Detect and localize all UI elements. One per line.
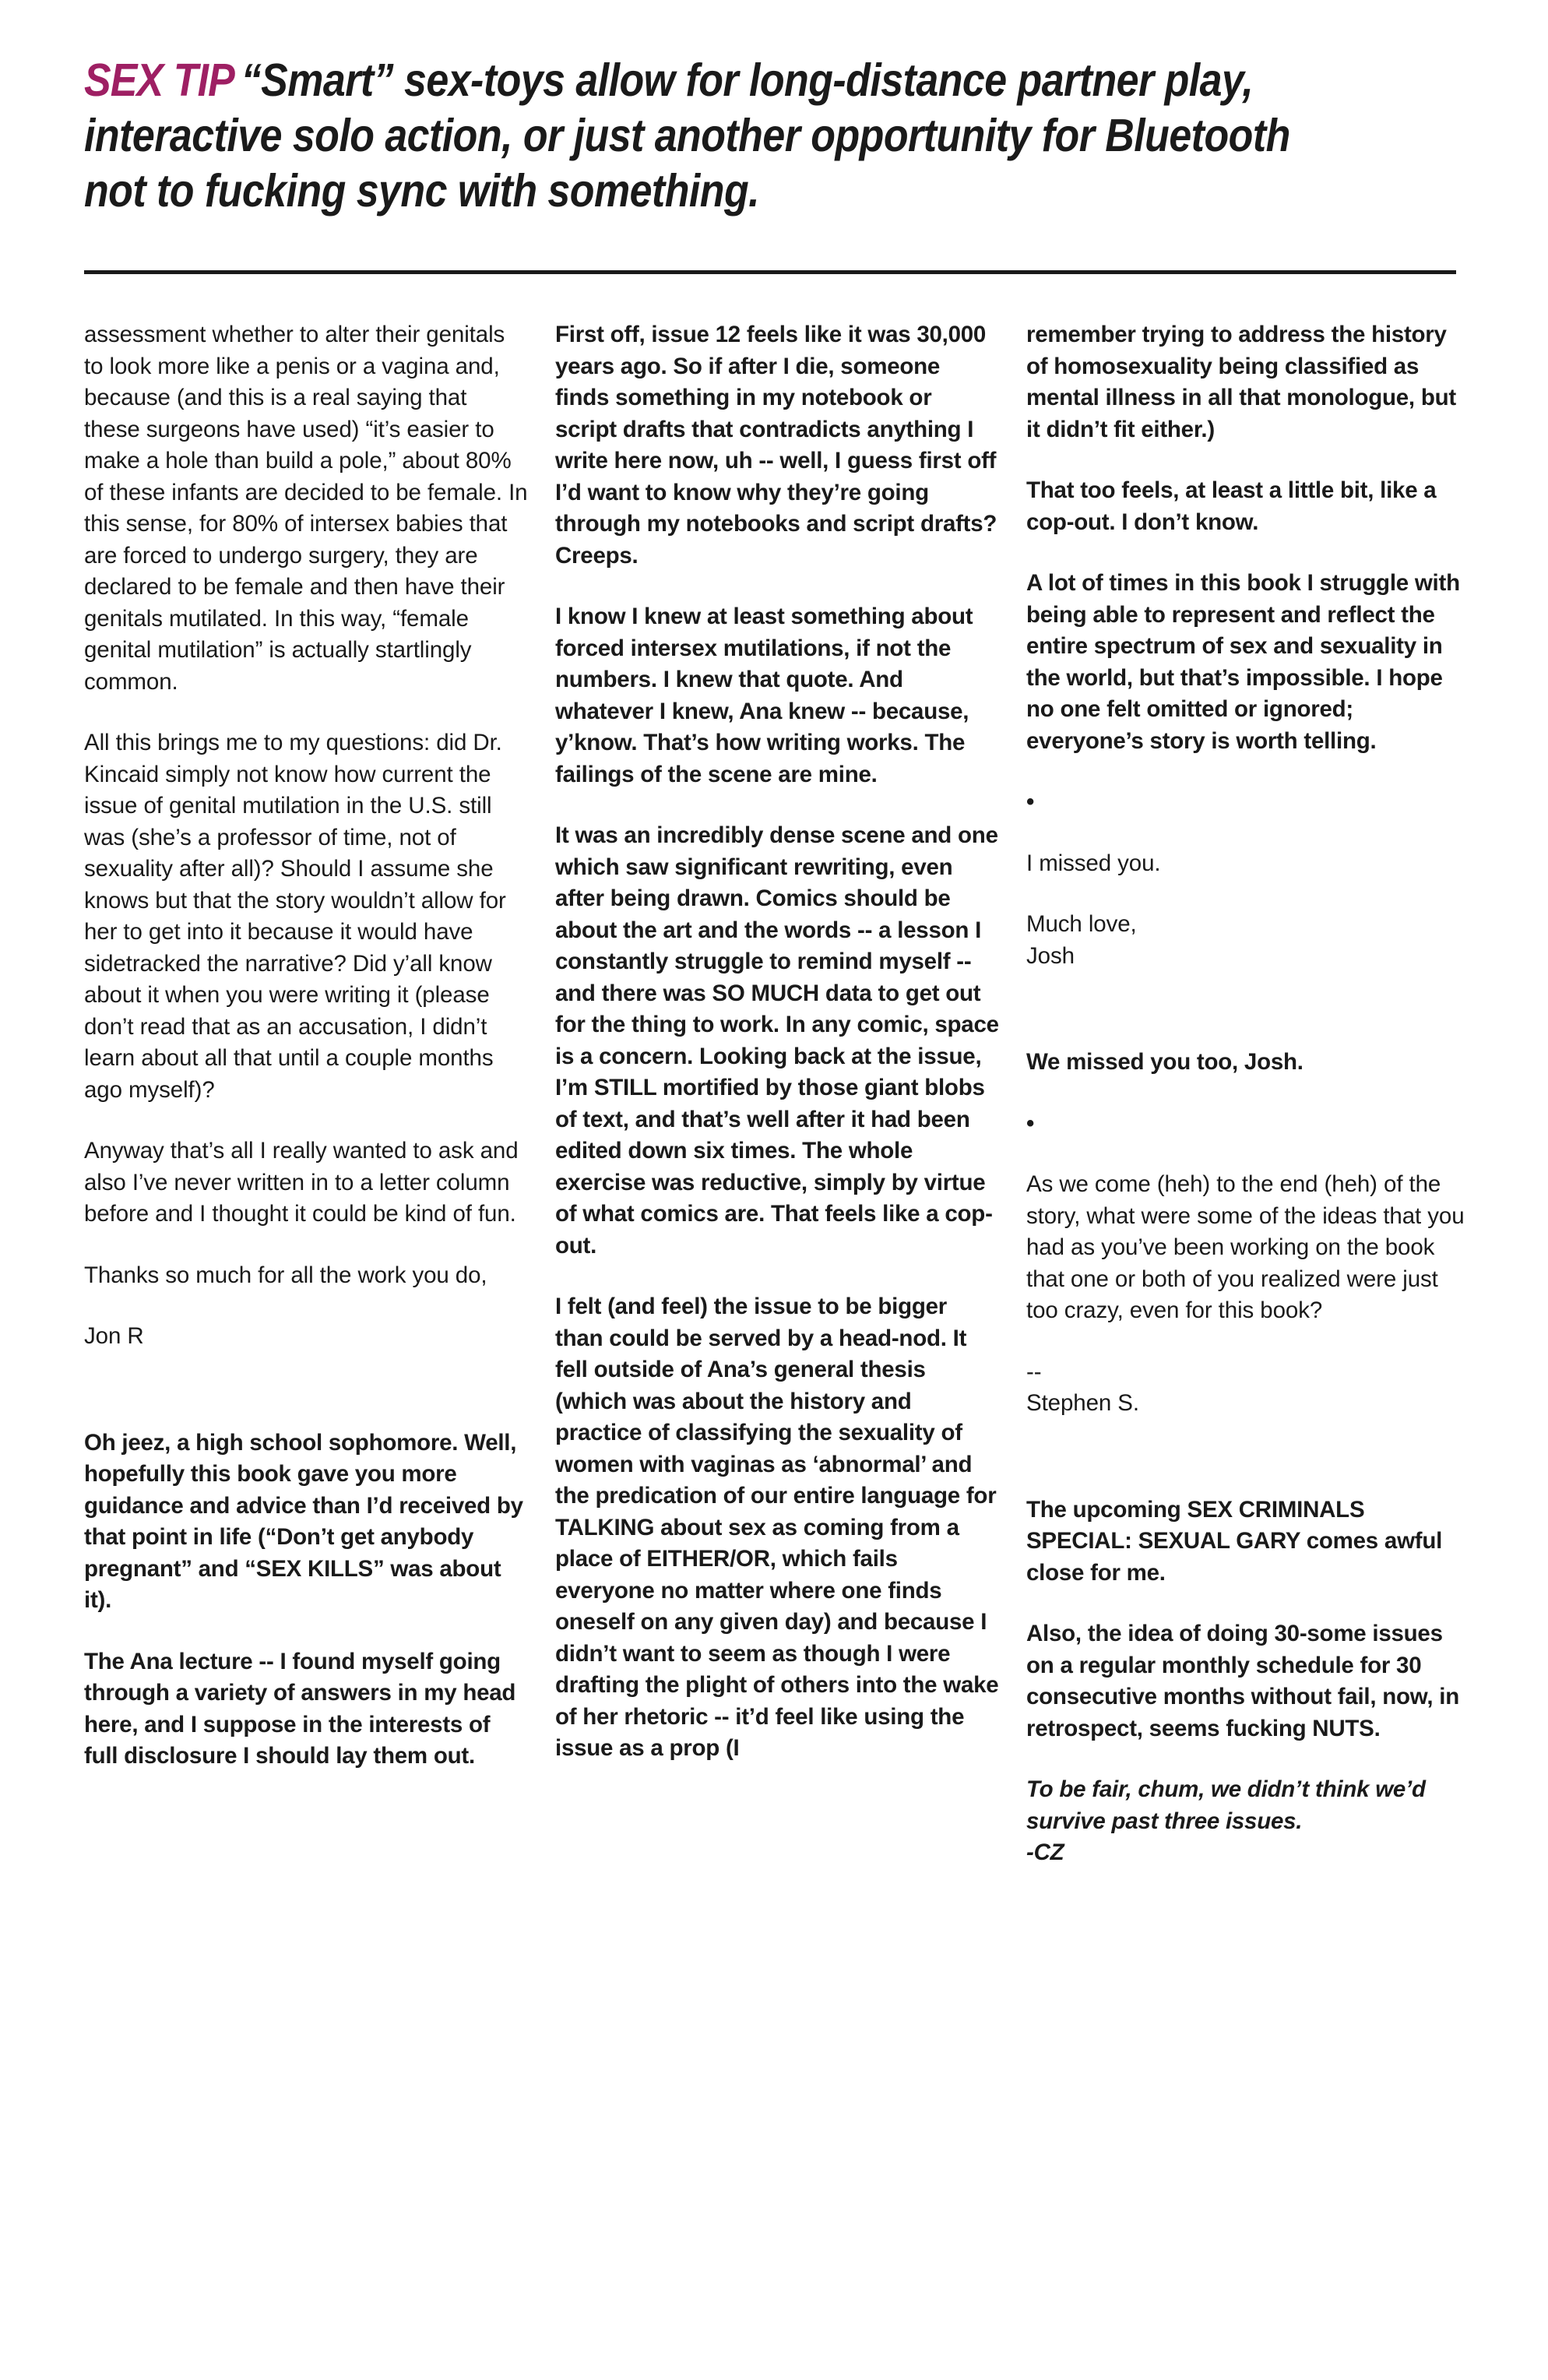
paragraph-editor-initials: -CZ bbox=[1026, 1840, 1064, 1865]
paragraph-signature: Jon R bbox=[84, 1323, 144, 1349]
paragraph-reply: Also, the idea of doing 30-some issues on a regular monthly schedule for 30 consecutive months without fail, now, in retrospect, seems fucking NUTS. bbox=[1026, 1621, 1459, 1741]
paragraph: I missed you. bbox=[1026, 850, 1161, 876]
paragraph: assessment whether to alter their genitals to look more like a penis or a vagina and, because (and this is a real saying that these surgeons have used) “it’s easier to make a hole than build a pole,” about 80% of these infants are decided to be female. In this sense, for 80% of intersex babies that are forced to undergo surgery, they are declared to be female and then have their genitals mutilated. In this way, “female genital mutilation” is actually startlingly common. bbox=[84, 322, 528, 695]
paragraph: All this brings me to my questions: did Dr. Kincaid simply not know how current the issue of genital mutilation in the U.S. still was (she’s a professor of time, not of sexuality after all)? Should I assume she knows but that the story wouldn’t allow for her to get into it because it would have sidetracked the narrative? Did y’all know about it when you were writing it (please don’t read that as an accusation, I didn’t learn about all that until a couple months ago myself)? bbox=[84, 730, 506, 1103]
paragraph-signature: Stephen S. bbox=[1026, 1390, 1139, 1416]
paragraph-reply: We missed you too, Josh. bbox=[1026, 1049, 1303, 1075]
paragraph-reply: I know I knew at least something about forced intersex mutilations, if not the numbers. I knew that quote. And whatever I knew, Ana knew -- because, y’know. That’s how writing works. The failings of the scene are mine. bbox=[555, 604, 973, 787]
header-divider-rule bbox=[84, 270, 1456, 274]
paragraph-reply: The Ana lecture -- I found myself going through a variety of answers in my head here, and I suppose in the interests of full disclosure I should lay them out. bbox=[84, 1648, 516, 1769]
sex-tip-label: SEX TIP bbox=[84, 55, 234, 106]
paragraph-reply: First off, issue 12 feels like it was 30,000 years ago. So if after I die, someone finds something in my notebook or script drafts that contradicts anything I write here now, uh -- well, I guess first off I’d want to know why they’re going through my notebooks and script drafts? Creeps. bbox=[555, 322, 997, 569]
paragraph-reply: remember trying to address the history of homosexuality being classified as mental illness in all that monologue, but it didn’t fit either.) bbox=[1026, 322, 1456, 442]
paragraph-gap bbox=[1026, 1002, 1470, 1047]
paragraph-reply: I felt (and feel) the issue to be bigger than could be served by a head-nod. It fell outside of Ana’s general thesis (which was about the history and practice of classifying the sexuality of women with vaginas as ‘abnormal’ and the predication of our entire language for TALKING about sex as coming from a place of EITHER/OR, which fails everyone no matter where one finds oneself on any given day) and because I didn’t want to seem as though I were drafting the plight of others into the wake of her rhetoric -- it’d feel like using the issue as a prop (I bbox=[555, 1294, 999, 1761]
column-3 bbox=[1026, 319, 1470, 1899]
paragraph: As we come (heh) to the end (heh) of the story, what were some of the ideas that you had as you’ve been working on the book that one or both of you realized were just too crazy, even for this book? bbox=[1026, 1171, 1465, 1323]
paragraph-editor-note: To be fair, chum, we didn’t think we’d survive past three issues. bbox=[1026, 1776, 1426, 1834]
article-columns bbox=[84, 319, 1470, 1899]
paragraph-gap bbox=[84, 1382, 528, 1428]
paragraph-reply: Oh jeez, a high school sophomore. Well, hopefully this book gave you more guidance and advice than I’d received by that point in life (“Don’t get anybody pregnant” and “SEX KILLS” was about it). bbox=[84, 1429, 523, 1613]
paragraph-reply: The upcoming SEX CRIMINALS SPECIAL: SEXUAL GARY comes awful close for me. bbox=[1026, 1496, 1443, 1586]
section-bullet-separator: • bbox=[1026, 1110, 1035, 1136]
paragraph: Anyway that’s all I really wanted to ask and also I’ve never written in to a letter column before and I thought it could be kind of fun. bbox=[84, 1138, 519, 1227]
column-1 bbox=[84, 319, 528, 1899]
paragraph-reply: A lot of times in this book I struggle with being able to represent and reflect the entire spectrum of sex and sexuality in the world, but that’s impossible. I hope no one felt omitted or ignored; everyone’s story is worth telling. bbox=[1026, 570, 1460, 754]
sex-tip-headline bbox=[84, 53, 1292, 219]
paragraph-signature: Josh bbox=[1026, 942, 1075, 969]
column-2 bbox=[555, 319, 999, 1899]
paragraph-dash-separator: -- bbox=[1026, 1358, 1042, 1385]
page-header bbox=[84, 53, 1456, 219]
paragraph-signoff: Thanks so much for all the work you do, bbox=[84, 1262, 487, 1288]
paragraph-signoff: Much love, bbox=[1026, 911, 1137, 937]
paragraph-reply: It was an incredibly dense scene and one which saw significant rewriting, even after being drawn. Comics should be about the art and the words -- a lesson I constantly struggle to remind myself -- and there was SO MUCH data to get out for the thing to work. In any comic, space is a concern. Looking back at the issue, I’m STILL mortified by those giant blobs of text, and that’s well after it had been edited down six times. The whole exercise was reductive, simply by virtue of what comics are. That feels like a cop-out. bbox=[555, 822, 999, 1259]
paragraph-gap bbox=[1026, 1449, 1470, 1495]
paragraph-reply: That too feels, at least a little bit, like a cop-out. I don’t know. bbox=[1026, 477, 1437, 535]
sex-tip-body: “Smart” sex-toys allow for long-distance partner play, interactive solo action, or just another opportunity for Bluetooth not to fucking sync with something. bbox=[84, 55, 1290, 217]
section-bullet-separator: • bbox=[1026, 789, 1035, 815]
